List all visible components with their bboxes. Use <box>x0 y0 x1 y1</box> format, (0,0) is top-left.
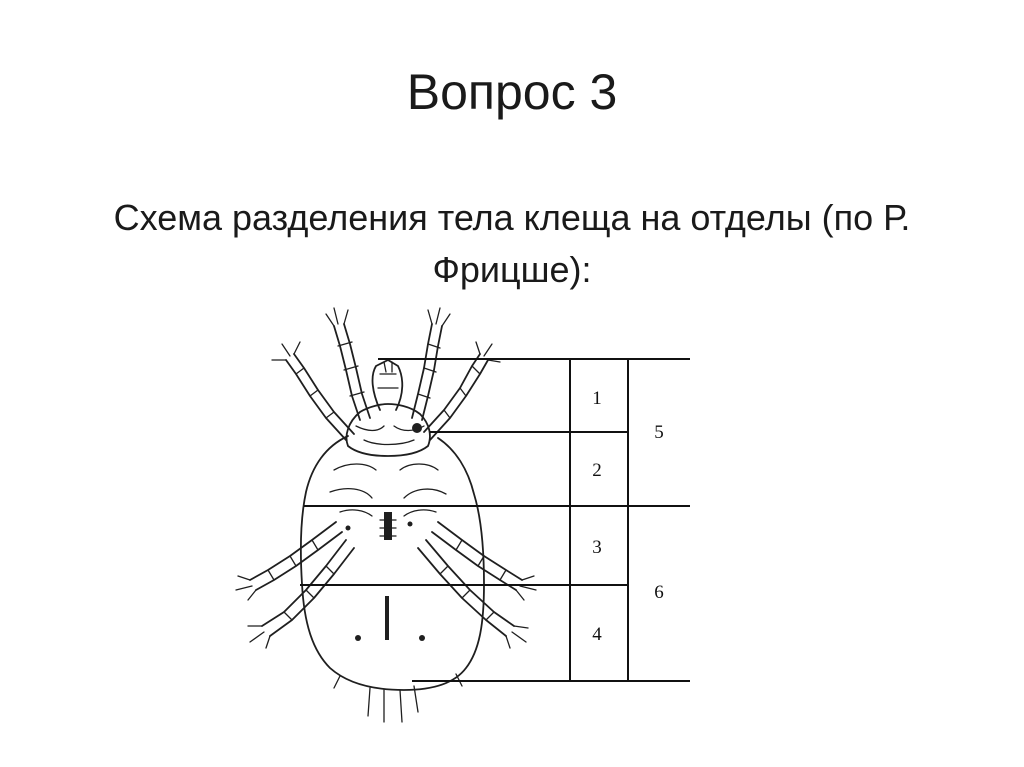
section-labels <box>592 388 602 645</box>
group-label-6: 6 <box>654 582 664 603</box>
section-label-4: 4 <box>592 624 602 645</box>
group-labels <box>654 422 664 603</box>
section-label-1: 1 <box>592 388 602 409</box>
section-label-3: 3 <box>592 537 602 558</box>
group-label-5: 5 <box>654 422 664 443</box>
mite-leg-1-left <box>334 324 370 420</box>
mite-leg-1-right <box>412 324 442 420</box>
division-lines <box>300 359 690 681</box>
mite-leg-2-left <box>286 354 354 440</box>
section-label-2: 2 <box>592 460 602 481</box>
mite-leg-4-right <box>418 540 514 636</box>
mite-leg-2-right <box>424 354 488 440</box>
slide-subtitle: Схема разделения тела клеща на отделы (по Р. Фрицше): <box>113 197 911 290</box>
mite-leg-4-left <box>262 540 354 636</box>
slide-title: Вопрос 3 <box>406 64 618 120</box>
mite-gnathosoma <box>373 360 403 410</box>
mite-illustration <box>236 308 536 722</box>
